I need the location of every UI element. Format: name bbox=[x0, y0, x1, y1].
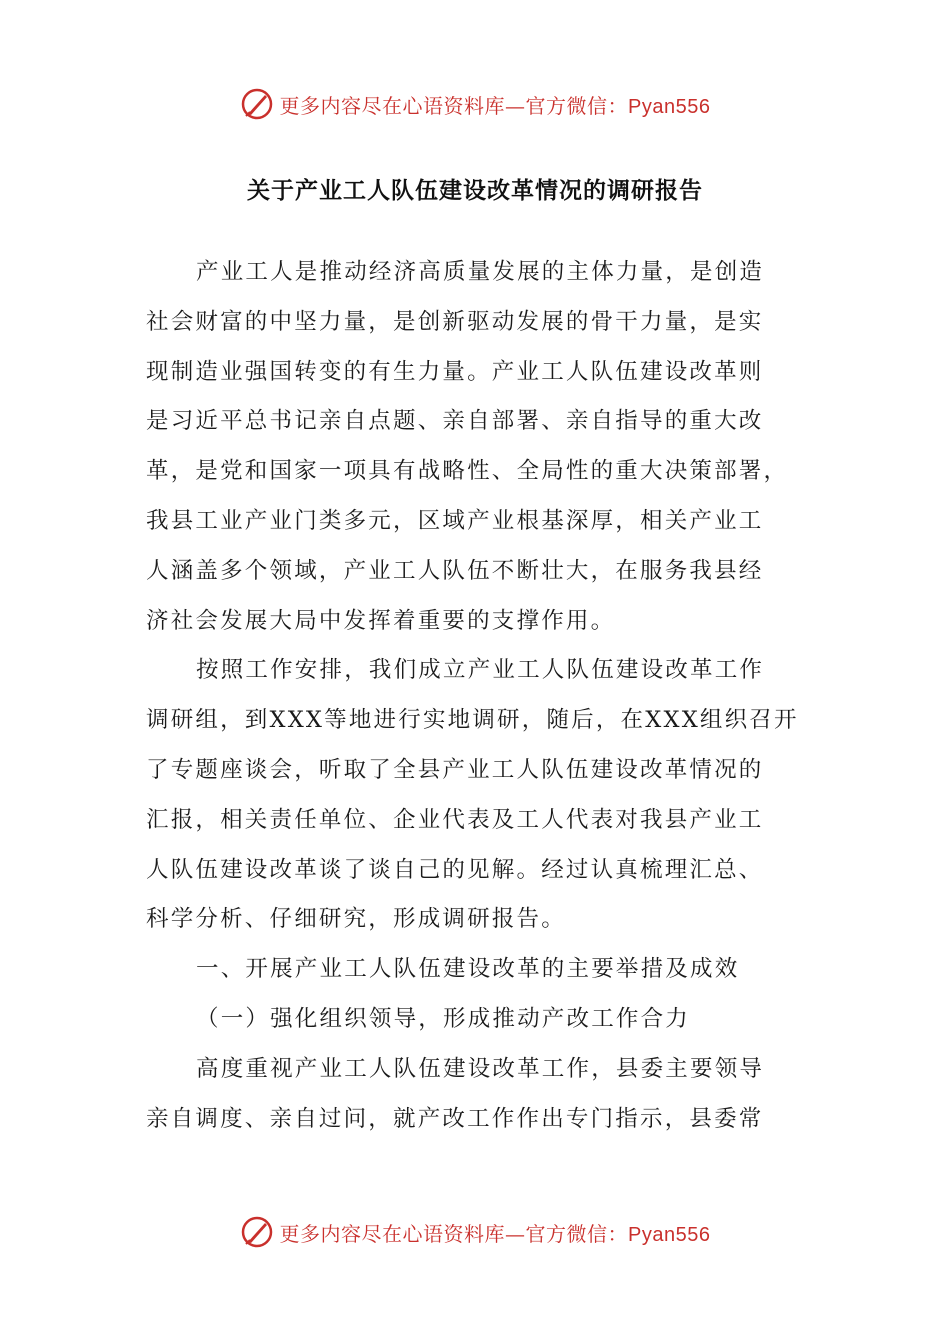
quill-logo-icon bbox=[240, 87, 274, 121]
quill-logo-icon bbox=[240, 1215, 274, 1249]
body-line: 济社会发展大局中发挥着重要的支撑作用。 bbox=[146, 607, 616, 634]
section-heading: 一、开展产业工人队伍建设改革的主要举措及成效 bbox=[196, 956, 740, 983]
body-line: 是习近平总书记亲自点题、亲自部署、亲自指导的重大改 bbox=[146, 408, 764, 435]
body-line: 人队伍建设改革谈了谈自己的见解。经过认真梳理汇总、 bbox=[146, 856, 764, 883]
document-title: 关于产业工人队伍建设改革情况的调研报告 bbox=[247, 177, 703, 204]
body-line: 亲自调度、亲自过问，就产改工作作出专门指示，县委常 bbox=[146, 1105, 764, 1132]
footer-watermark-banner bbox=[0, 1212, 950, 1252]
body-line: 了专题座谈会，听取了全县产业工人队伍建设改革情况的 bbox=[146, 756, 764, 783]
body-line: 高度重视产业工人队伍建设改革工作，县委主要领导 bbox=[196, 1055, 765, 1082]
body-line: 产业工人是推动经济高质量发展的主体力量，是创造 bbox=[196, 259, 765, 285]
body-line: 调研组，到XXX等地进行实地调研，随后，在XXX组织召开 bbox=[146, 707, 799, 734]
footer-watermark-text: 更多内容尽在心语资料库—官方微信：Pyan556 bbox=[279, 1221, 711, 1246]
header-watermark-banner bbox=[0, 84, 950, 124]
body-line: 我县工业产业门类多元，区域产业根基深厚，相关产业工 bbox=[146, 507, 764, 534]
body-line: 汇报，相关责任单位、企业代表及工人代表对我县产业工 bbox=[146, 806, 764, 833]
subsection-heading: （一）强化组织领导，形成推动产改工作合力 bbox=[196, 1005, 691, 1032]
body-line: 人涵盖多个领域，产业工人队伍不断壮大，在服务我县经 bbox=[146, 557, 764, 584]
header-watermark-text: 更多内容尽在心语资料库—官方微信：Pyan556 bbox=[279, 93, 711, 118]
body-line: 科学分析、仔细研究，形成调研报告。 bbox=[146, 906, 566, 933]
body-line: 革，是党和国家一项具有战略性、全局性的重大决策部署， bbox=[146, 458, 789, 485]
footer-wechat-id: Pyan556 bbox=[628, 1223, 711, 1246]
header-wechat-id: Pyan556 bbox=[628, 95, 711, 118]
body-line: 按照工作安排，我们成立产业工人队伍建设改革工作 bbox=[196, 657, 765, 684]
body-line: 社会财富的中坚力量，是创新驱动发展的骨干力量，是实 bbox=[146, 308, 764, 335]
document-body bbox=[146, 248, 806, 1144]
body-line: 现制造业强国转变的有生力量。产业工人队伍建设改革则 bbox=[146, 358, 764, 385]
